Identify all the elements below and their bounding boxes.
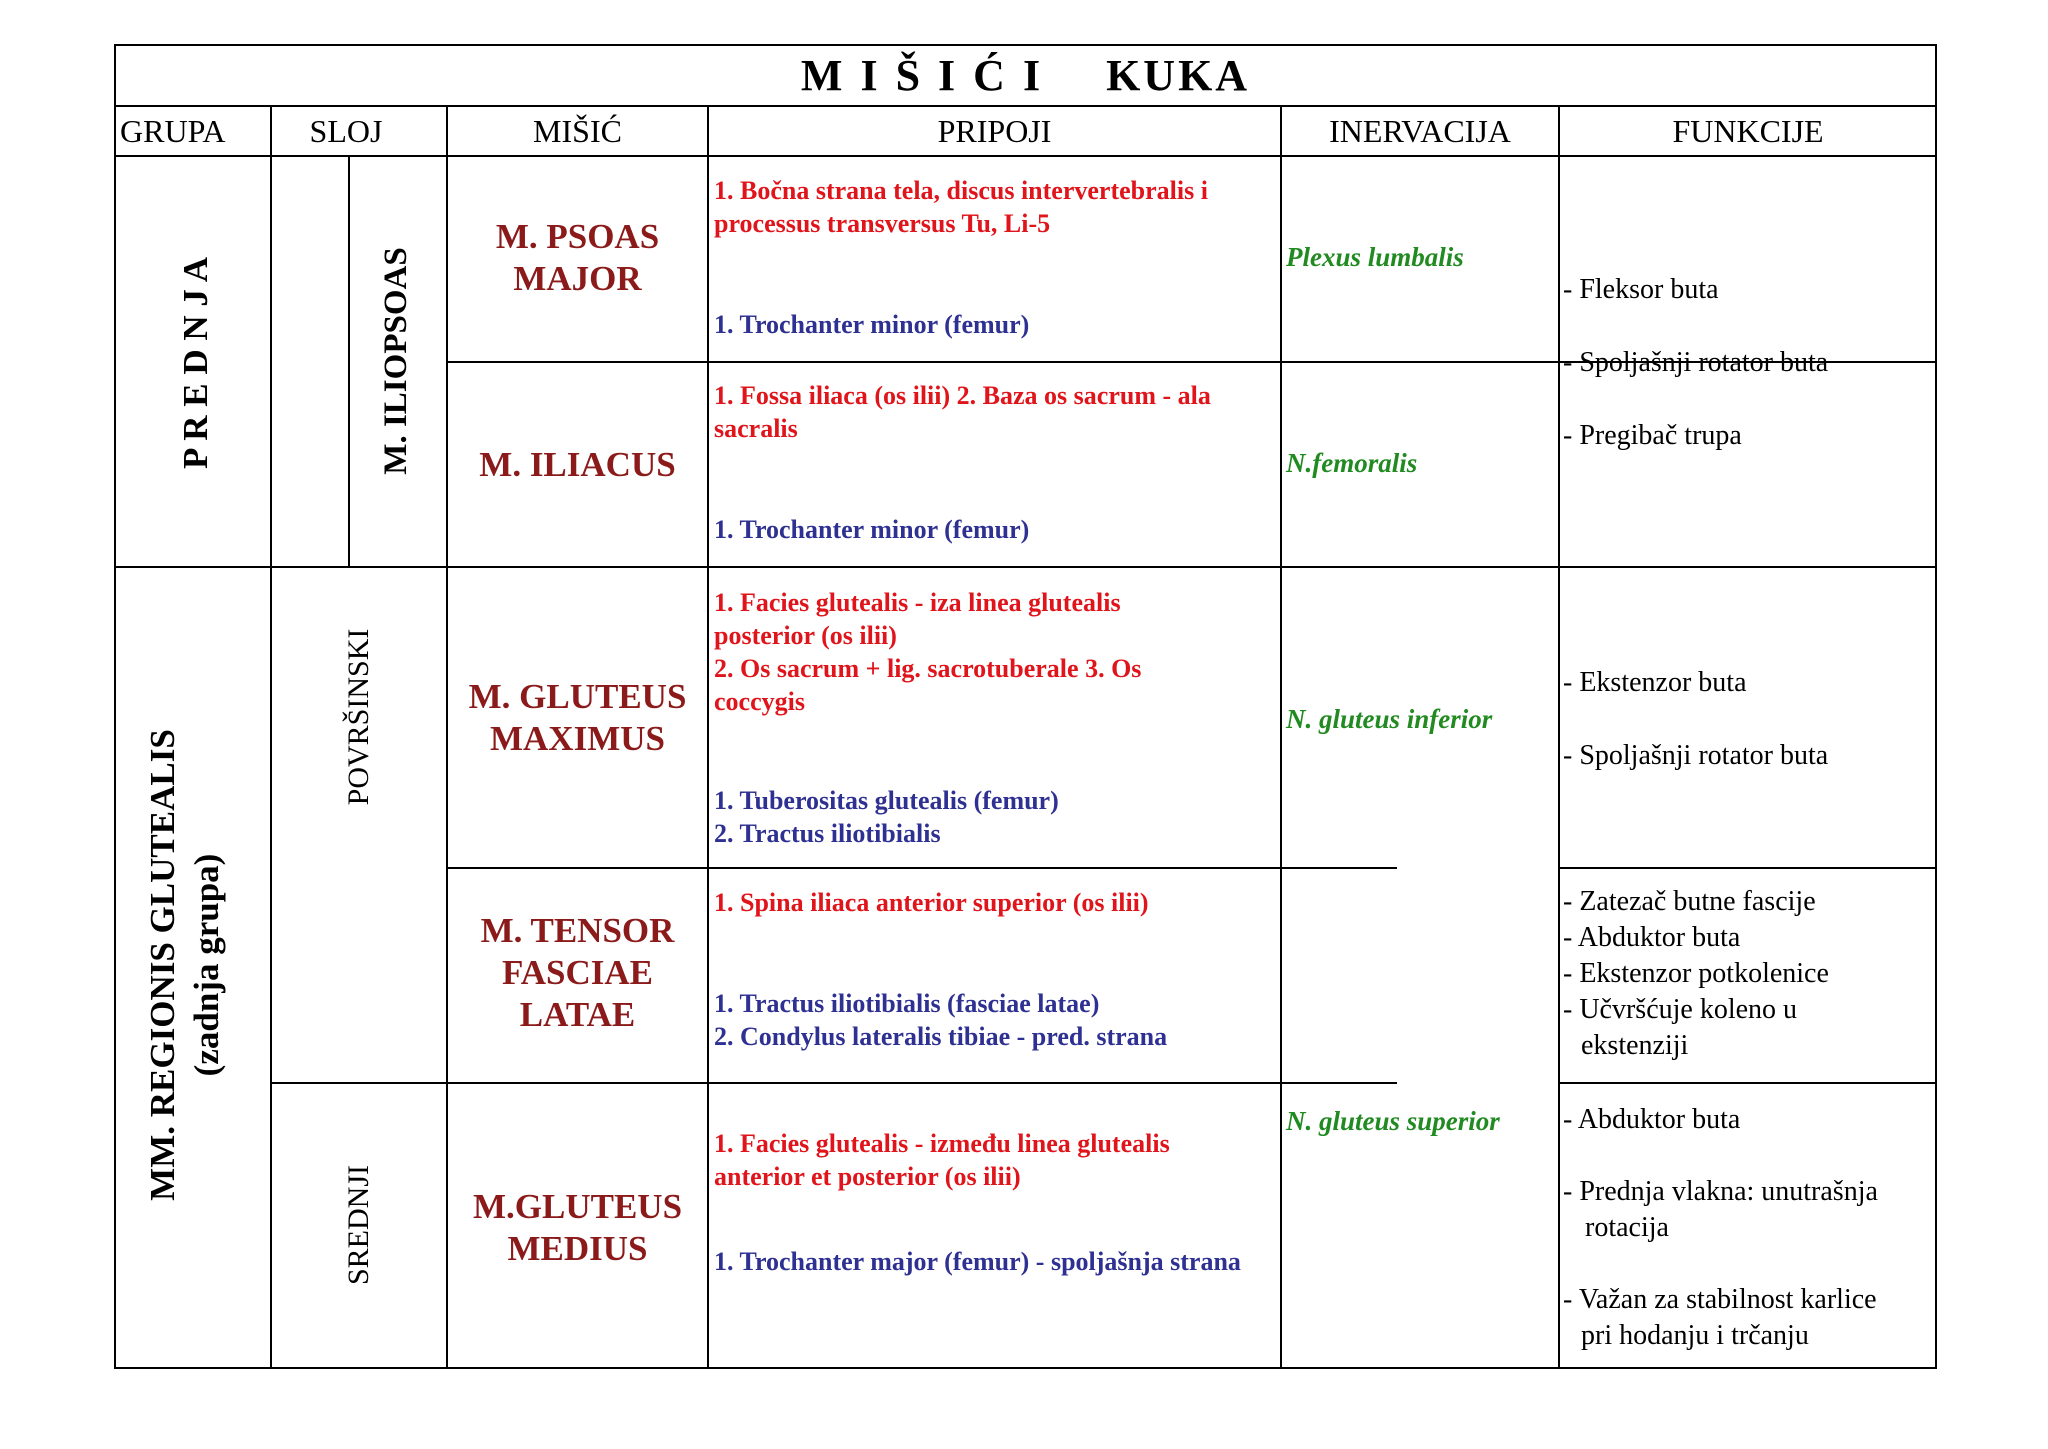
function-item: - Ekstenzor potkolenice — [1563, 958, 1829, 989]
function-item: rotacija — [1585, 1212, 1669, 1243]
iliacus-origin: 1. Fossa iliaca (os ilii) 2. Baza os sacrum - ala sacralis — [714, 381, 1211, 443]
function-item: - Važan za stabilnost karlice — [1563, 1284, 1877, 1315]
iliacus-insertion: 1. Trochanter minor (femur) — [714, 515, 1030, 544]
function-item: - Ekstenzor buta — [1563, 667, 1747, 698]
muscle-psoas-l2: MAJOR — [513, 259, 642, 298]
muscle-iliacus — [447, 444, 708, 486]
header-grupa: GRUPA — [120, 113, 226, 149]
layer-srednji: SREDNJI — [342, 1165, 375, 1286]
function-item: - Spoljašnji rotator buta — [1563, 347, 1829, 378]
group-gluteal-line1: MM. REGIONIS GLUTEALIS — [143, 729, 182, 1201]
gmed-insertion: 1. Trochanter major (femur) - spoljašnja strana — [714, 1247, 1241, 1276]
header-funkcije: FUNKCIJE — [1672, 113, 1824, 149]
tfl-insertion — [714, 987, 1276, 1053]
nerve-psoas: Plexus lumbalis — [1286, 242, 1464, 272]
rule-group — [116, 566, 1935, 568]
muscle-gmed — [447, 1186, 708, 1270]
muscle-gmax-l1: M. GLUTEUS — [468, 677, 687, 716]
rule-tfl-gmed — [271, 1082, 1397, 1084]
tfl-origin: 1. Spina iliaca anterior superior (os ilii) — [714, 888, 1149, 917]
header-pripoji: PRIPOJI — [937, 113, 1052, 149]
function-item: - Prednja vlakna: unutrašnja — [1563, 1176, 1878, 1207]
function-item: - Abduktor buta — [1563, 922, 1741, 953]
muscle-psoas — [447, 216, 708, 300]
muscle-gmax — [447, 676, 708, 760]
muscle-tfl-l1: M. TENSOR — [480, 911, 675, 950]
function-item: pri hodanju i trčanju — [1581, 1320, 1809, 1351]
layer-povrsinski: POVRŠINSKI — [342, 628, 375, 806]
functions-gmed — [1563, 1102, 1937, 1354]
function-item: - Učvršćuje koleno u — [1563, 994, 1798, 1025]
function-item: - Abduktor buta — [1563, 1104, 1741, 1135]
function-item: - Zatezač butne fascije — [1563, 886, 1816, 917]
psoas-insertion: 1. Trochanter minor (femur) — [714, 310, 1030, 339]
nerve-gluteus-superior: N. gluteus superior — [1286, 1106, 1500, 1136]
gmax-origin — [714, 586, 1274, 718]
muscle-gmed-l1: M.GLUTEUS — [472, 1187, 683, 1226]
header-sloj: SLOJ — [309, 113, 383, 149]
nerve-gmax: N. gluteus inferior — [1286, 704, 1493, 734]
col-grupa — [270, 106, 272, 1369]
gmax-origin-1: 1. Facies glutealis - iza linea glutealis posterior (os ilii) — [714, 588, 1121, 650]
group-prednja: P R E D N J A — [176, 257, 215, 469]
layer-iliopsoas: M. ILIOPSOAS — [378, 247, 414, 475]
table-title — [116, 46, 1935, 106]
rule-tfl-gmed-fn — [1558, 1082, 1937, 1084]
tfl-insertion-2: 2. Condylus lateralis tibiae - pred. strana — [714, 1022, 1168, 1051]
muscle-psoas-l1: M. PSOAS — [495, 217, 660, 256]
gmed-origin: 1. Facies glutealis - između linea glutealis anterior et posterior (os ilii) — [714, 1129, 1170, 1191]
muscle-table — [114, 44, 1937, 1369]
function-item: - Fleksor buta — [1563, 274, 1719, 305]
muscle-tfl-l2: FASCIAE — [501, 953, 654, 992]
function-item: - Spoljašnji rotator buta — [1563, 740, 1829, 771]
muscle-gmax-l2: MAXIMUS — [490, 719, 665, 758]
functions-iliopsoas — [1563, 272, 1933, 454]
muscle-tfl — [447, 910, 708, 1036]
functions-tfl — [1563, 884, 1933, 1064]
col-iliopsoas — [348, 156, 350, 567]
header-inervacija: INERVACIJA — [1329, 113, 1511, 149]
title-word-2: KUKA — [1106, 51, 1251, 100]
gmax-insertion-1: 1. Tuberositas glutealis (femur) — [714, 786, 1059, 815]
gmax-insertion — [714, 784, 1276, 850]
muscle-iliacus-l1: M. ILIACUS — [479, 445, 676, 484]
col-pripoji — [1280, 106, 1282, 1369]
group-gluteal-line2: (zadnja grupa) — [187, 853, 226, 1077]
gmax-insertion-2: 2. Tractus iliotibialis — [714, 819, 941, 848]
function-item: - Pregibač trupa — [1563, 420, 1742, 451]
nerve-iliacus: N.femoralis — [1286, 448, 1418, 478]
header-misic: MIŠIĆ — [533, 113, 622, 149]
psoas-origin: 1. Bočna strana tela, discus intervertebralis i processus transversus Tu, Li-5 — [714, 176, 1208, 238]
tfl-insertion-1: 1. Tractus iliotibialis (fasciae latae) — [714, 989, 1100, 1018]
col-inervacija — [1558, 106, 1560, 1369]
functions-gmax — [1563, 665, 1933, 774]
function-item: ekstenziji — [1581, 1030, 1689, 1061]
muscle-tfl-l3: LATAE — [519, 995, 636, 1034]
rule-gmax-tfl-fn — [1558, 867, 1937, 869]
gmax-origin-2: 2. Os sacrum + lig. sacrotuberale 3. Os coccygis — [714, 654, 1142, 716]
group-gluteal — [141, 565, 231, 1365]
muscle-gmed-l2: MEDIUS — [507, 1229, 648, 1268]
title-word-1: MIŠIĆI — [800, 51, 1059, 100]
rule-gmax-tfl — [446, 867, 1397, 869]
